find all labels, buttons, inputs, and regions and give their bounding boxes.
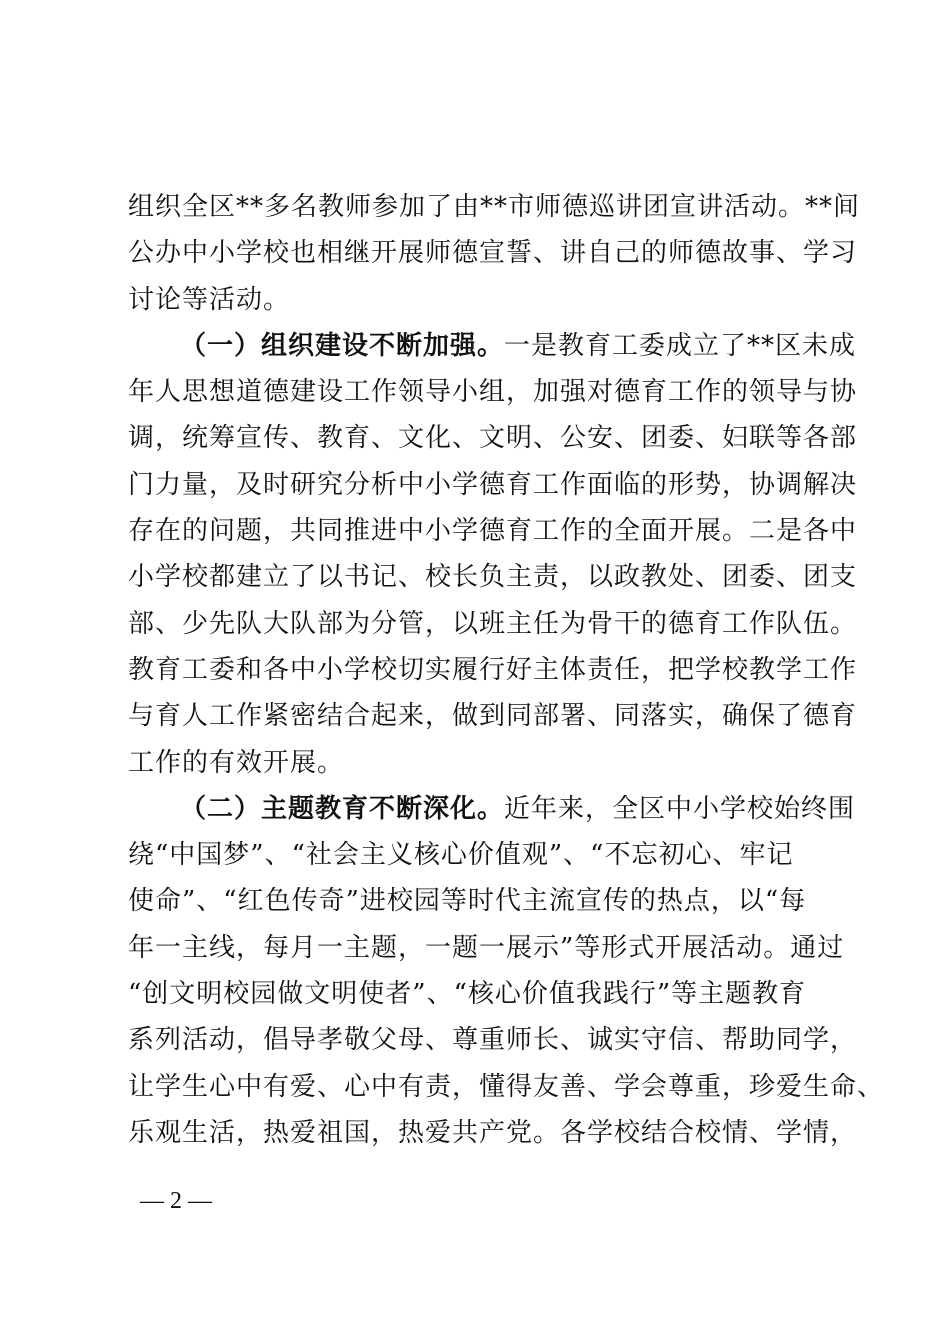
text-line: 年人思想道德建设工作领导小组，加强对德育工作的领导与协 bbox=[128, 377, 858, 408]
section-heading-line bbox=[128, 323, 857, 369]
text-line: 调，统筹宣传、教育、文化、文明、公安、团委、妇联等各部 bbox=[128, 423, 858, 454]
text-line: 绕“中国梦”、“社会主义核心价值观”、“不忘初心、牢记 bbox=[128, 840, 794, 871]
text-line: 系列活动，倡导孝敬父母、尊重师长、诚实守信、帮助同学， bbox=[128, 1025, 858, 1056]
text-line: 让学生心中有爱、心中有责，懂得友善、学会尊重，珍爱生命、 bbox=[128, 1071, 885, 1102]
section-heading-theme-education: （二）主题教育不断深化。 bbox=[180, 793, 505, 824]
section-heading-organization: （一）组织建设不断加强。 bbox=[180, 330, 505, 361]
text-line: 使命”、“红色传奇”进校园等时代主流宣传的热点，以“每 bbox=[128, 886, 807, 917]
text-line: 存在的问题，共同推进中小学德育工作的全面开展。二是各中 bbox=[128, 516, 858, 547]
text-line: 与育人工作紧密结合起来，做到同部署、同落实，确保了德育 bbox=[128, 701, 858, 732]
section-heading-line bbox=[128, 786, 856, 832]
text-line: 门力量，及时研究分析中小学德育工作面临的形势，协调解决 bbox=[128, 469, 858, 500]
body-text bbox=[128, 184, 885, 1156]
text-line: 年一主线，每月一主题，一题一展示”等形式开展活动。通过 bbox=[128, 932, 845, 963]
text-line: 教育工委和各中小学校切实履行好主体责任，把学校教学工作 bbox=[128, 654, 858, 685]
text-line: “创文明校园做文明使者”、“核心价值我践行”等主题教育 bbox=[128, 979, 807, 1010]
text-run: 一是教育工委成立了**区未成 bbox=[504, 330, 857, 361]
text-run: 近年来，全区中小学校始终围 bbox=[504, 793, 856, 824]
text-line: 小学校都建立了以书记、校长负主责，以政教处、团委、团支 bbox=[128, 562, 858, 593]
text-line: 工作的有效开展。 bbox=[128, 747, 345, 778]
page-number: — 2 — bbox=[140, 1188, 212, 1214]
text-line: 讨论等活动。 bbox=[128, 284, 291, 315]
text-line: 部、少先队大队部为分管，以班主任为骨干的德育工作队伍。 bbox=[128, 608, 858, 639]
text-line: 公办中小学校也相继开展师德宣誓、讲自己的师德故事、学习 bbox=[128, 238, 858, 269]
text-line: 乐观生活，热爱祖国，热爱共产党。各学校结合校情、学情， bbox=[128, 1117, 858, 1148]
text-line: 组织全区**多名教师参加了由**市师德巡讲团宣讲活动。**间 bbox=[128, 192, 861, 222]
